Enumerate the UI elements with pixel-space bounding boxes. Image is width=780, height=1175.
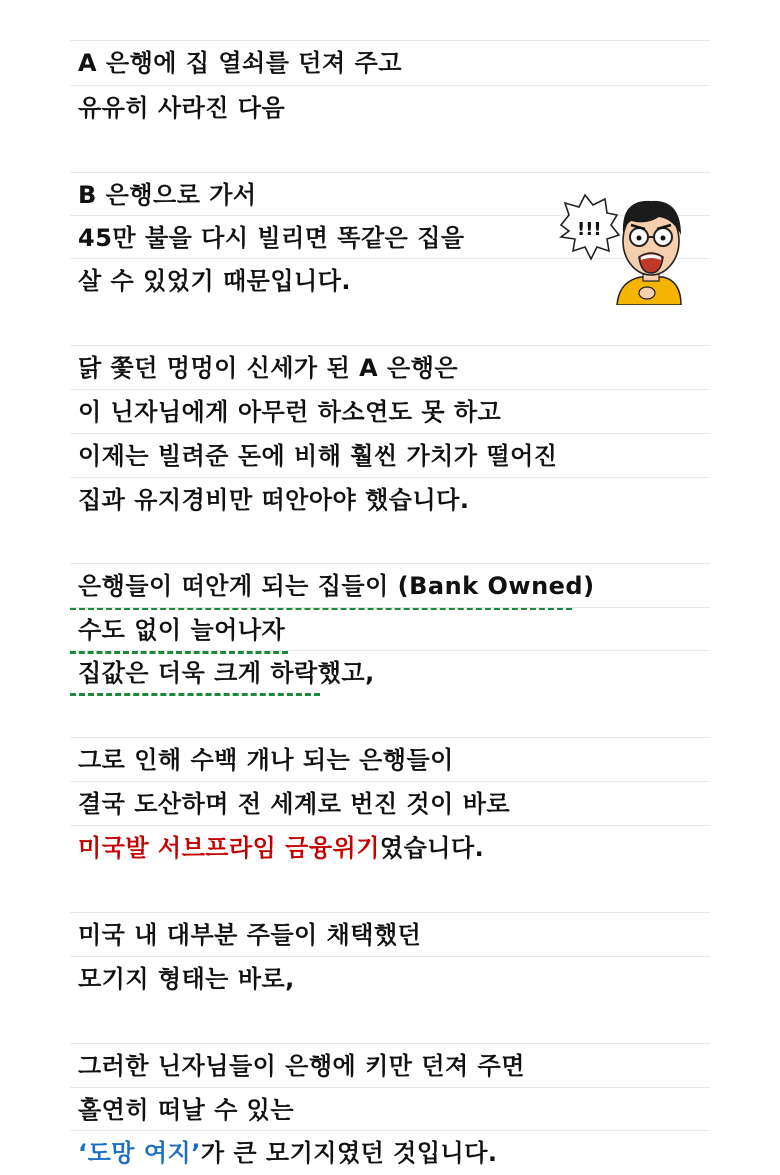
text-line bbox=[70, 85, 710, 128]
highlight-red-text: 미국발 서브프라임 금융위기 bbox=[78, 834, 380, 862]
line-text: 결국 도산하며 전 세계로 번진 것이 바로 bbox=[78, 790, 511, 818]
text-line bbox=[70, 1087, 710, 1130]
line-text: 닭 쫓던 멍멍이 신세가 된 A 은행은 bbox=[78, 354, 459, 382]
text-line bbox=[70, 956, 710, 999]
text-line bbox=[70, 912, 710, 955]
line-text: 모기지 형태는 바로, bbox=[78, 965, 295, 993]
text-line bbox=[70, 737, 710, 780]
line-text: A 은행에 집 열쇠를 던져 주고 bbox=[78, 49, 402, 77]
shocked-man-icon bbox=[555, 185, 685, 305]
text-line bbox=[70, 563, 710, 606]
line-text: 이제는 빌려준 돈에 비해 훨씬 가치가 떨어진 bbox=[78, 442, 558, 470]
plain-text: 였습니다. bbox=[379, 834, 485, 862]
line-text: 미국 내 대부분 주들이 채택했던 bbox=[78, 921, 422, 949]
line-text: B 은행으로 가서 bbox=[78, 181, 257, 209]
line-text bbox=[78, 1139, 498, 1167]
line-text: 45만 불을 다시 빌리면 똑같은 집을 bbox=[78, 224, 465, 252]
exclaim-text: !!! bbox=[577, 219, 602, 240]
line-text: 살 수 있었기 때문입니다. bbox=[78, 267, 352, 295]
dashed-underline bbox=[70, 693, 320, 696]
highlight-blue-text: ‘도망 여지’ bbox=[78, 1139, 201, 1167]
line-text: 은행들이 떠안게 되는 집들이 (Bank Owned) bbox=[78, 572, 595, 600]
line-text: 집과 유지경비만 떠안아야 했습니다. bbox=[78, 486, 470, 514]
text-line bbox=[70, 345, 710, 388]
text-line bbox=[70, 825, 710, 868]
text-line bbox=[70, 389, 710, 432]
line-text: 그로 인해 수백 개나 되는 은행들이 bbox=[78, 746, 454, 774]
line-text: 유유히 사라진 다음 bbox=[78, 94, 286, 122]
line-text: 홀연히 떠날 수 있는 bbox=[78, 1096, 295, 1124]
text-line bbox=[70, 1043, 710, 1086]
text-line bbox=[70, 1130, 710, 1173]
line-text: 수도 없이 늘어나자 bbox=[78, 616, 286, 644]
line-text: 이 닌자님에게 아무런 하소연도 못 하고 bbox=[78, 398, 502, 426]
text-line bbox=[70, 477, 710, 520]
text-line bbox=[70, 433, 710, 476]
text-line bbox=[70, 781, 710, 824]
hand bbox=[639, 287, 655, 299]
line-text: 그러한 닌자님들이 은행에 키만 던져 주면 bbox=[78, 1052, 525, 1080]
line-text: 집값은 더욱 크게 하락했고, bbox=[78, 659, 375, 687]
text-line bbox=[70, 607, 710, 650]
line-text bbox=[78, 834, 484, 862]
plain-text: 가 큰 모기지였던 것입니다. bbox=[200, 1139, 498, 1167]
text-line bbox=[70, 40, 710, 83]
text-line bbox=[70, 650, 710, 693]
